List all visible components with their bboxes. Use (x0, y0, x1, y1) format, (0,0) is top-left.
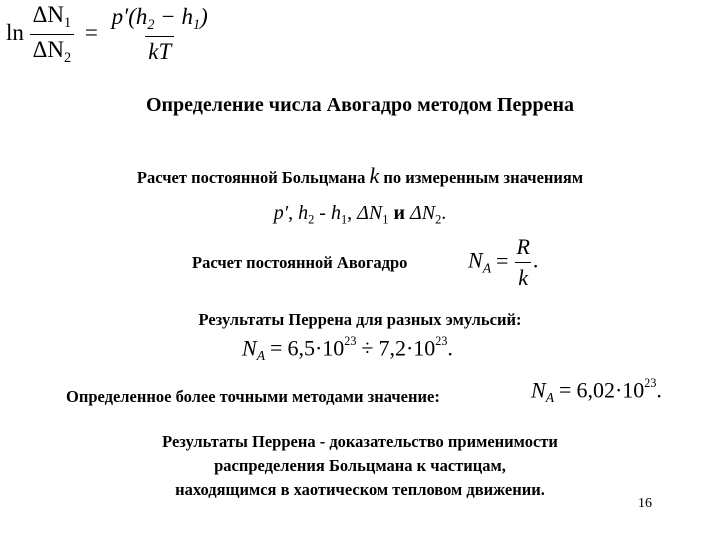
perrin-results-label: Результаты Перрена для разных эмульсий: (198, 310, 522, 329)
page-title: Определение числа Авогадро методом Перрена (145, 94, 575, 116)
conclusion-line-2: распределения Больцмана к частицам, (214, 456, 506, 475)
lhs-fraction (30, 2, 75, 67)
precise-value-label: Определенное более точными методами значение: (66, 387, 440, 406)
conclusion-line-1: Результаты Перрена - доказательство применимости (162, 432, 558, 451)
boltzmann-k-symbol: k (369, 163, 380, 188)
boltzmann-constant-line: Расчет постоянной Больцмана k по измеренным значениям (136, 163, 584, 188)
boltzmann-distribution-formula (6, 2, 211, 67)
perrin-range-formula: $N_A = 6,5\cdot 10^{23} \div 7,2\cdot 10^{23}$. (242, 334, 453, 364)
rhs-fraction (109, 4, 211, 65)
ln-operator: ln (6, 19, 24, 45)
rhs-numerator: $p'(h_2 - h_1)$ (111, 4, 208, 33)
rhs-denominator: kT (145, 36, 174, 65)
conclusion-line-3: находящимся в хаотическом тепловом движении. (175, 480, 545, 499)
avogadro-calc-label: Расчет постоянной Авогадро (192, 253, 408, 272)
equals-sign: = (84, 19, 98, 45)
page-number: 16 (638, 496, 652, 511)
lhs-numerator: $\Delta N_1$ (32, 2, 72, 31)
measured-values-line: p′, $h_2 - h_1$, $\Delta N_1$ и $\Delta N_2$. (273, 202, 447, 227)
lhs-denominator: $\Delta N_2$ (30, 34, 75, 67)
avogadro-formula: $N_A$ = $\frac{R}{k}$ . (468, 234, 539, 290)
precise-value-formula: $N_A = 6,02\cdot 10^{23}$. (531, 376, 662, 406)
